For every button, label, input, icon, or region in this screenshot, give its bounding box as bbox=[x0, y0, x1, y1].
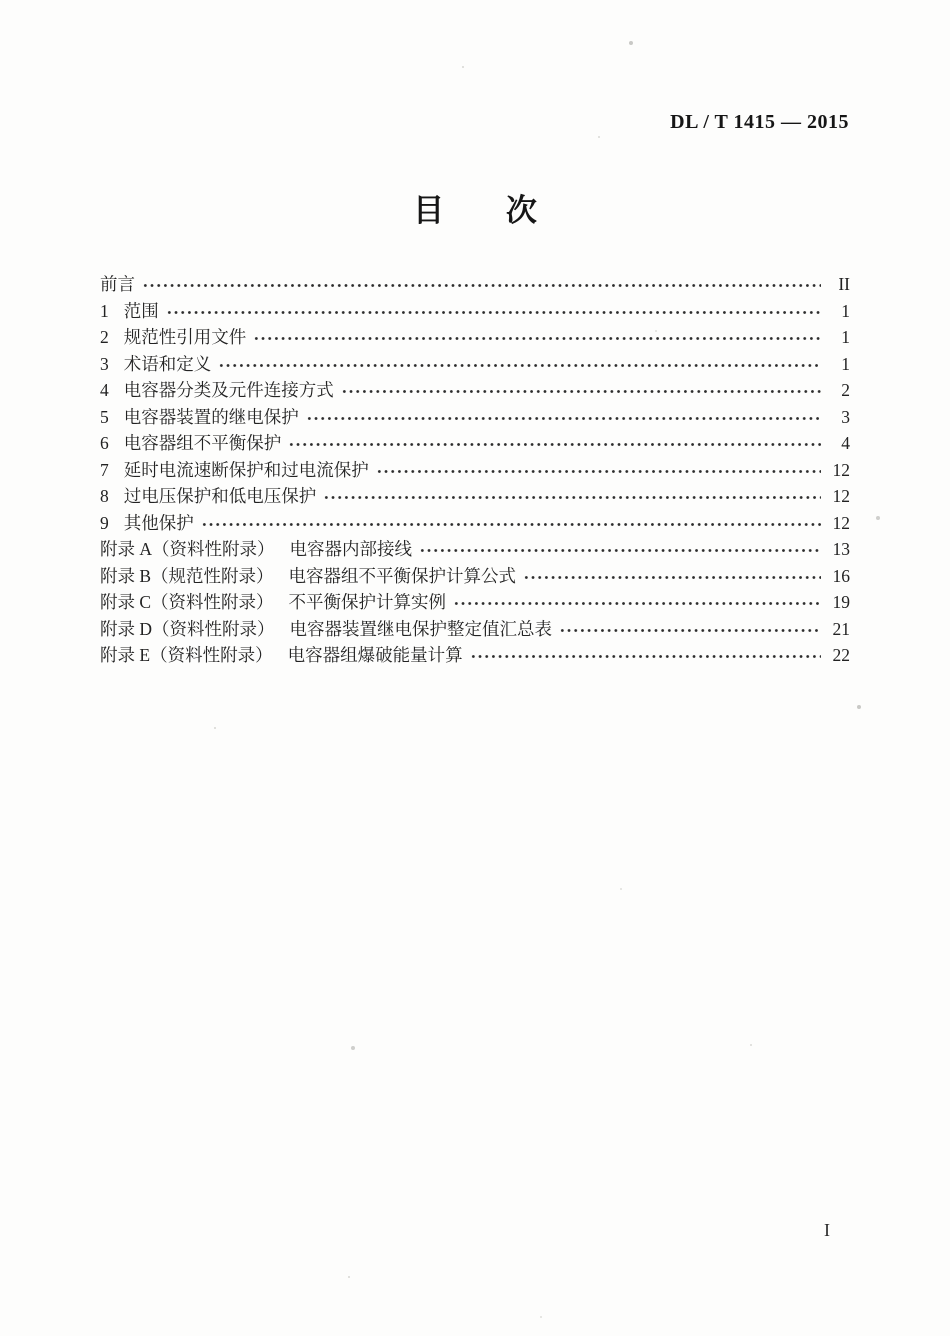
toc-entry-title: 规范性引用文件 bbox=[123, 327, 247, 347]
toc-leader-dots bbox=[453, 599, 821, 608]
toc-entry-8 bbox=[100, 483, 850, 510]
toc-entry-page: 12 bbox=[832, 459, 850, 480]
toc-leader-dots bbox=[470, 652, 821, 661]
toc-entry-6 bbox=[100, 430, 850, 457]
toc-leader-dots bbox=[166, 308, 821, 317]
toc-entry-page: 2 bbox=[841, 380, 850, 400]
toc-entry-title: 不平衡保护计算实例 bbox=[288, 592, 447, 612]
toc-entry-number: 8 bbox=[100, 486, 109, 506]
toc-entry-number: 3 bbox=[100, 353, 109, 374]
toc-entry-title: 电容器内部接线 bbox=[289, 539, 413, 559]
footer-page-number: I bbox=[824, 1220, 830, 1240]
toc-entry-3 bbox=[100, 351, 850, 378]
toc-entry-title: 电容器组爆破能量计算 bbox=[287, 645, 463, 665]
toc-entry-page: II bbox=[838, 274, 850, 294]
toc-entry-title: 过电压保护和低电压保护 bbox=[123, 486, 317, 506]
toc-entry-page: 22 bbox=[832, 645, 850, 665]
toc-entry-appendix-c bbox=[100, 589, 850, 616]
toc-entry-2 bbox=[100, 324, 850, 351]
toc-entry-page: 21 bbox=[832, 618, 850, 639]
toc-entry-appendix-e bbox=[100, 642, 850, 669]
scan-artifacts bbox=[0, 0, 2, 2]
toc-entry-7 bbox=[100, 457, 850, 484]
toc-entry-title: 范围 bbox=[123, 300, 159, 321]
toc-entry-page: 1 bbox=[841, 353, 850, 374]
toc-entry-number: 5 bbox=[100, 406, 109, 427]
toc-leader-dots bbox=[218, 361, 821, 370]
toc-entry-title: 电容器分类及元件连接方式 bbox=[123, 380, 334, 400]
toc-entry-appendix-b bbox=[100, 563, 850, 590]
toc-entry-page: 1 bbox=[841, 300, 850, 321]
table-of-contents bbox=[100, 271, 850, 669]
toc-entry-number: 附录 E（资料性附录） bbox=[100, 645, 273, 665]
toc-entry-page: 1 bbox=[841, 327, 850, 347]
toc-entry-title: 电容器组不平衡保护计算公式 bbox=[288, 565, 517, 586]
toc-entry-number: 6 bbox=[100, 433, 109, 453]
toc-entry-page: 19 bbox=[832, 592, 850, 612]
toc-entry-foreword bbox=[100, 271, 850, 298]
toc-entry-number: 9 bbox=[100, 512, 109, 533]
toc-leader-dots bbox=[288, 440, 821, 449]
toc-entry-number: 附录 D（资料性附录） bbox=[100, 618, 275, 639]
toc-entry-9 bbox=[100, 510, 850, 537]
toc-leader-dots bbox=[306, 414, 821, 423]
toc-entry-number: 1 bbox=[100, 300, 109, 321]
toc-leader-dots bbox=[376, 467, 821, 476]
toc-leader-dots bbox=[323, 493, 821, 502]
standard-code: DL / T 1415 — 2015 bbox=[670, 111, 849, 133]
page-title: 目 次 bbox=[413, 193, 537, 228]
toc-entry-5 bbox=[100, 404, 850, 431]
toc-entry-page: 13 bbox=[832, 539, 850, 559]
toc-leader-dots bbox=[253, 334, 821, 343]
toc-leader-dots bbox=[419, 546, 821, 555]
toc-entry-title: 前言 bbox=[100, 274, 135, 294]
toc-entry-page: 16 bbox=[832, 565, 850, 586]
toc-entry-1 bbox=[100, 298, 850, 325]
toc-entry-page: 12 bbox=[832, 486, 850, 506]
toc-entry-page: 4 bbox=[841, 433, 850, 453]
toc-entry-number: 2 bbox=[100, 327, 109, 347]
toc-leader-dots bbox=[142, 281, 821, 290]
toc-entry-title: 电容器装置继电保护整定值汇总表 bbox=[289, 618, 553, 639]
toc-leader-dots bbox=[341, 387, 821, 396]
toc-entry-title: 其他保护 bbox=[123, 512, 194, 533]
toc-entry-title: 电容器装置的继电保护 bbox=[123, 406, 299, 427]
toc-entry-title: 电容器组不平衡保护 bbox=[123, 433, 282, 453]
toc-entry-appendix-d bbox=[100, 616, 850, 643]
toc-entry-page: 3 bbox=[841, 406, 850, 427]
toc-leader-dots bbox=[523, 573, 821, 582]
toc-leader-dots bbox=[201, 520, 821, 529]
toc-entry-title: 延时电流速断保护和过电流保护 bbox=[123, 459, 369, 480]
toc-entry-number: 附录 C（资料性附录） bbox=[100, 592, 274, 612]
toc-entry-number: 7 bbox=[100, 459, 109, 480]
toc-entry-number: 4 bbox=[100, 380, 109, 400]
toc-entry-number: 附录 B（规范性附录） bbox=[100, 565, 274, 586]
toc-entry-page: 12 bbox=[832, 512, 850, 533]
toc-entry-title: 术语和定义 bbox=[123, 353, 212, 374]
toc-entry-appendix-a bbox=[100, 536, 850, 563]
toc-leader-dots bbox=[559, 626, 821, 635]
toc-entry-number: 附录 A（资料性附录） bbox=[100, 539, 275, 559]
toc-entry-4 bbox=[100, 377, 850, 404]
